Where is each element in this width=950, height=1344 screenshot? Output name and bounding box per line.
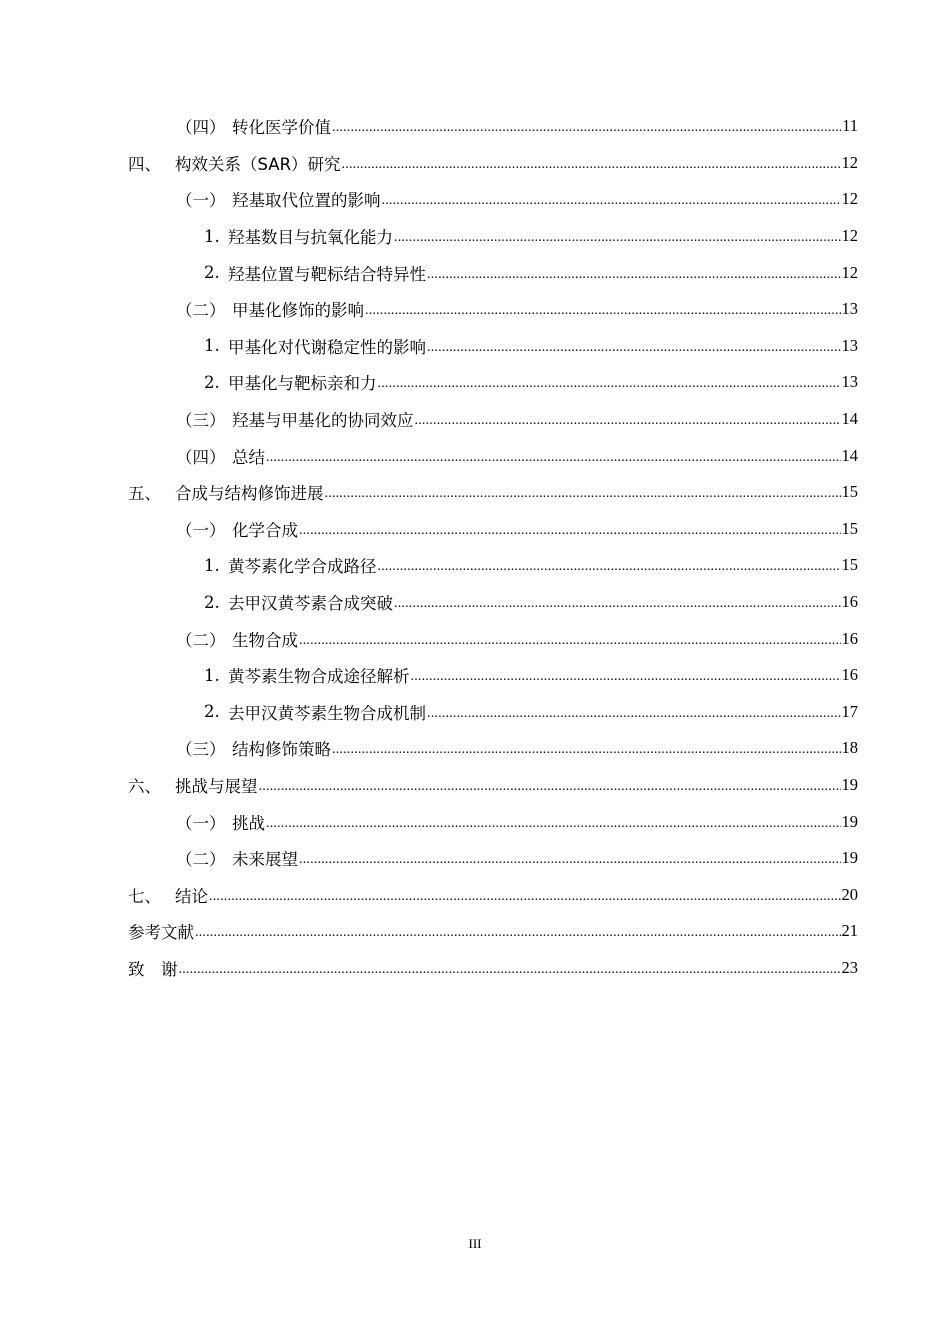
toc-entry-title: 挑战 — [232, 813, 265, 833]
toc-dot-leader — [332, 118, 841, 138]
toc-entry[interactable] — [0, 474, 950, 511]
page-number-footer: III — [468, 1236, 482, 1251]
toc-entry-line — [176, 181, 858, 218]
toc-entry-title: 黄芩素生物合成途径解析 — [228, 667, 410, 687]
toc-entry-page-number: 13 — [841, 335, 858, 355]
toc-entry-line — [176, 437, 858, 474]
toc-entry-number: 2. — [204, 263, 220, 283]
toc-entry-title: 转化医学价值 — [232, 118, 331, 138]
toc-dot-leader — [266, 814, 841, 834]
toc-dot-leader — [427, 704, 841, 724]
toc-entry-page-number: 14 — [841, 445, 858, 465]
toc-entry-page-number: 16 — [841, 592, 858, 612]
toc-entry[interactable] — [0, 364, 950, 401]
toc-entry-title: 未来展望 — [232, 850, 298, 870]
toc-entry-line — [204, 218, 858, 255]
toc-entry[interactable] — [0, 620, 950, 657]
toc-dot-leader — [266, 448, 841, 468]
toc-dot-leader — [411, 667, 841, 687]
toc-entry[interactable] — [0, 181, 950, 218]
toc-entry-title: 挑战与展望 — [175, 776, 258, 796]
toc-entry-number: （二） — [176, 850, 226, 870]
toc-dot-leader — [394, 594, 841, 614]
toc-entry[interactable] — [0, 291, 950, 328]
toc-entry-line — [176, 840, 858, 877]
toc-entry-title: 去甲汉黄芩素生物合成机制 — [228, 703, 426, 723]
toc-entry[interactable] — [0, 767, 950, 804]
toc-dot-leader — [378, 557, 841, 577]
toc-entry-title: 羟基与甲基化的协同效应 — [232, 411, 414, 431]
toc-entry[interactable] — [0, 328, 950, 365]
toc-entry[interactable] — [0, 803, 950, 840]
toc-entry-title: 羟基数目与抗氧化能力 — [228, 228, 393, 248]
toc-entry-line — [176, 291, 858, 328]
toc-entry[interactable] — [0, 950, 950, 987]
toc-entry-line — [176, 620, 858, 657]
toc-entry-title: 化学合成 — [232, 520, 298, 540]
toc-entry-number: 1. — [204, 226, 220, 246]
toc-entry-page-number: 15 — [841, 482, 858, 502]
toc-entry-line — [204, 547, 858, 584]
toc-entry-number: （一） — [176, 191, 226, 211]
toc-entry-title: 结构修饰策略 — [232, 740, 331, 760]
toc-entry-number: 六、 — [128, 776, 161, 796]
toc-entry-line — [204, 657, 858, 694]
toc-dot-leader — [299, 631, 841, 651]
toc-entry-line — [128, 950, 858, 987]
toc-entry-page-number: 12 — [841, 152, 858, 172]
toc-entry-title: 合成与结构修饰进展 — [175, 484, 324, 504]
toc-entry[interactable] — [0, 218, 950, 255]
toc-entry-number: （四） — [176, 447, 226, 467]
toc-entry[interactable] — [0, 401, 950, 438]
toc-entry-line — [176, 401, 858, 438]
toc-entry-title: 生物合成 — [232, 630, 298, 650]
toc-entry-line — [176, 108, 858, 145]
toc-entry-title: 去甲汉黄芩素合成突破 — [228, 594, 393, 614]
toc-dot-leader — [415, 411, 841, 431]
toc-entry[interactable] — [0, 254, 950, 291]
toc-entry-page-number: 12 — [841, 262, 858, 282]
toc-dot-leader — [325, 484, 841, 504]
toc-entry-number: 1. — [204, 555, 220, 575]
toc-entry[interactable] — [0, 840, 950, 877]
toc-dot-leader — [299, 521, 841, 541]
toc-entry[interactable] — [0, 694, 950, 731]
toc-entry-title: 黄芩素化学合成路径 — [228, 557, 377, 577]
toc-entry[interactable] — [0, 657, 950, 694]
toc-entry-title: 羟基位置与靶标结合特异性 — [228, 264, 426, 284]
toc-entry-number: 五、 — [128, 484, 161, 504]
toc-dot-leader — [179, 960, 841, 980]
toc-entry-line — [128, 767, 858, 804]
toc-entry-title: 甲基化对代谢稳定性的影响 — [228, 337, 426, 357]
toc-entry-number: 1. — [204, 336, 220, 356]
toc-entry-page-number: 23 — [841, 957, 858, 977]
toc-entry-line — [128, 876, 858, 913]
toc-entry-title: 结论 — [175, 886, 208, 906]
toc-entry-number: 四、 — [128, 154, 161, 174]
toc-entry-number: 2. — [204, 592, 220, 612]
toc-entry-line — [176, 730, 858, 767]
toc-entry-page-number: 18 — [841, 738, 858, 758]
toc-entry[interactable] — [0, 547, 950, 584]
toc-entry-number: 七、 — [128, 886, 161, 906]
toc-dot-leader — [209, 887, 841, 907]
toc-dot-leader — [378, 374, 841, 394]
toc-dot-leader — [365, 301, 841, 321]
toc-entry[interactable] — [0, 584, 950, 621]
toc-entry[interactable] — [0, 730, 950, 767]
toc-entry-line — [204, 694, 858, 731]
toc-entry-title: 总结 — [232, 447, 265, 467]
toc-entry-line — [204, 254, 858, 291]
toc-entry-number: 2. — [204, 702, 220, 722]
toc-entry[interactable] — [0, 511, 950, 548]
toc-entry-line — [128, 474, 858, 511]
toc-entry-line — [176, 511, 858, 548]
toc-entry-title: 甲基化与靶标亲和力 — [228, 374, 377, 394]
toc-dot-leader — [427, 265, 841, 285]
toc-entry-page-number: 16 — [841, 665, 858, 685]
toc-entry-title: 羟基取代位置的影响 — [232, 191, 381, 211]
toc-entry[interactable] — [0, 437, 950, 474]
toc-entry-line — [204, 584, 858, 621]
toc-entry-line — [128, 913, 858, 950]
toc-entry-title: 致 谢 — [128, 959, 178, 979]
toc-entry-number: 1. — [204, 665, 220, 685]
toc-entry[interactable] — [0, 145, 950, 182]
toc-entry-line — [204, 328, 858, 365]
toc-entry-line — [128, 145, 858, 182]
toc-dot-leader — [259, 777, 841, 797]
toc-entry-title: 参考文献 — [128, 923, 194, 943]
toc-dot-leader — [382, 191, 841, 211]
toc-entry-page-number: 19 — [841, 811, 858, 831]
toc-entry-page-number: 14 — [841, 409, 858, 429]
toc-entry-number: （三） — [176, 740, 226, 760]
toc-entry-page-number: 19 — [841, 848, 858, 868]
toc-entry-page-number: 11 — [842, 116, 858, 136]
toc-entry-line — [204, 364, 858, 401]
toc-entry[interactable] — [0, 108, 950, 145]
toc-entry-title: 构效关系（SAR）研究 — [175, 154, 341, 174]
toc-entry-number: 2. — [204, 372, 220, 392]
toc-entry-page-number: 13 — [841, 372, 858, 392]
toc-entry-number: （四） — [176, 118, 226, 138]
toc-dot-leader — [195, 923, 841, 943]
toc-entry-page-number: 19 — [841, 774, 858, 794]
toc-dot-leader — [342, 155, 841, 175]
toc-entry-page-number: 17 — [841, 701, 858, 721]
toc-entry[interactable] — [0, 876, 950, 913]
toc-entry-line — [176, 803, 858, 840]
toc-entry-page-number: 15 — [841, 518, 858, 538]
toc-entry-page-number: 16 — [841, 628, 858, 648]
toc-entry-page-number: 13 — [841, 299, 858, 319]
toc-entry-title: 甲基化修饰的影响 — [232, 301, 364, 321]
toc-entry-number: （二） — [176, 630, 226, 650]
toc-entry-number: （一） — [176, 813, 226, 833]
toc-entry-number: （一） — [176, 520, 226, 540]
toc-entry-page-number: 12 — [841, 189, 858, 209]
toc-dot-leader — [427, 338, 841, 358]
toc-entry-page-number: 21 — [841, 921, 858, 941]
toc-dot-leader — [332, 740, 841, 760]
toc-entry-number: （三） — [176, 411, 226, 431]
table-of-contents — [0, 108, 950, 986]
toc-entry-page-number: 20 — [841, 884, 858, 904]
toc-entry-page-number: 15 — [841, 555, 858, 575]
toc-entry-number: （二） — [176, 301, 226, 321]
toc-entry-page-number: 12 — [841, 226, 858, 246]
toc-entry[interactable] — [0, 913, 950, 950]
toc-dot-leader — [394, 228, 841, 248]
toc-dot-leader — [299, 850, 841, 870]
